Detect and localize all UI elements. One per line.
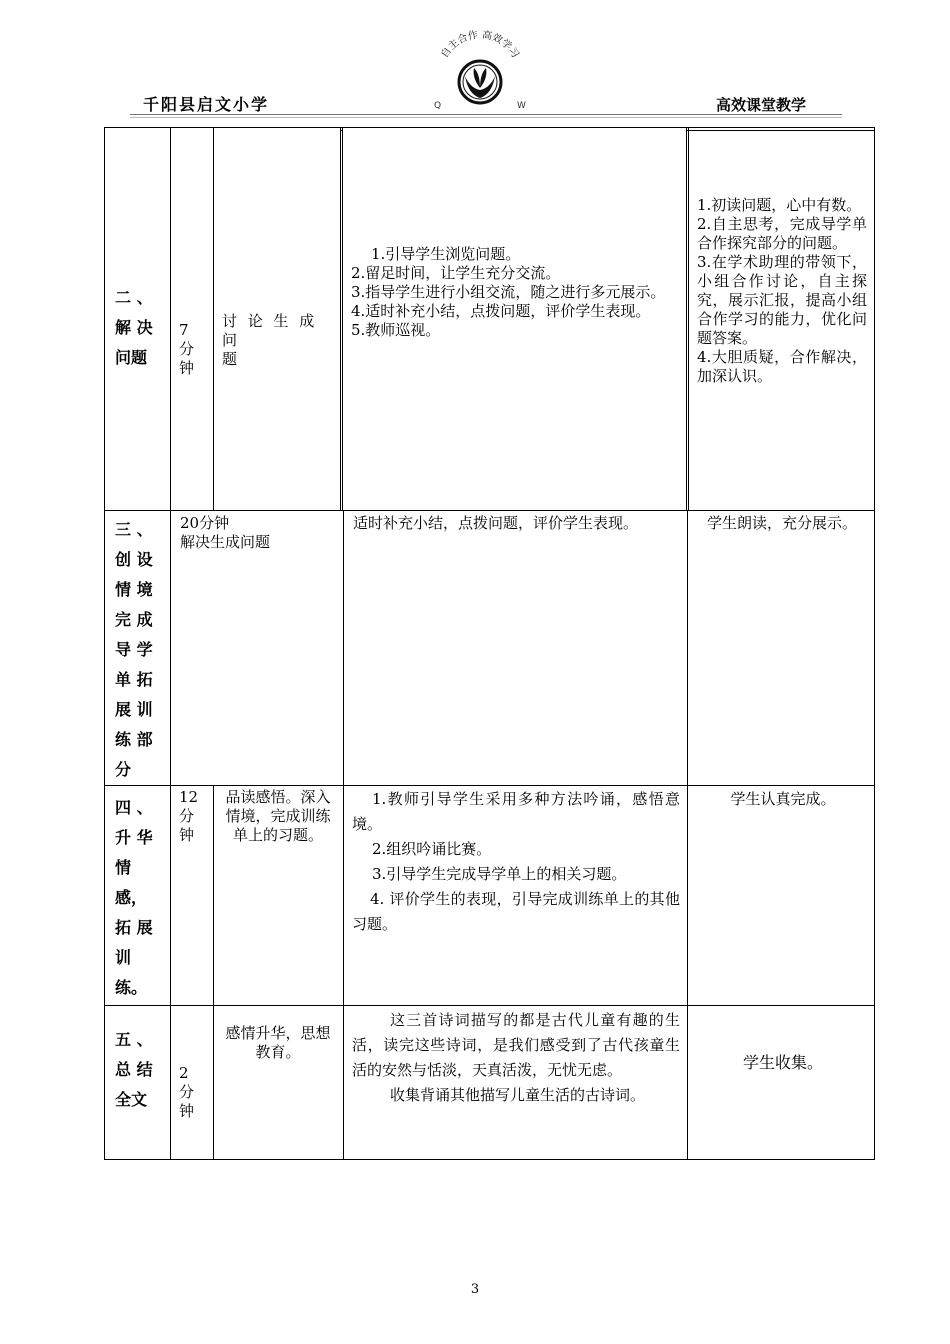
stage-line: 训 — [115, 948, 132, 967]
stage-label-sublimate-emotion — [115, 793, 161, 1003]
time-cell: 2 分 钟 — [179, 1064, 195, 1120]
stage-line: 完 成 — [115, 610, 153, 629]
stage-line: 三 、 — [115, 520, 153, 539]
logo-letter-q: Q — [434, 101, 442, 111]
teacher-activity-cell — [352, 1008, 680, 1108]
stage-line: 拓 展 — [115, 918, 153, 937]
teacher-item: 4. 评价学生的表现，引导完成训练单上的其他习题。 — [352, 890, 680, 933]
teacher-activity-cell: 1.引导学生浏览问题。 2.留足时间，让学生充分交流。 3.指导学生进行小组交流，随之进行多元展示。 4.适时补充小结，点拨问题，评价学生表现。 5.教师巡视。 — [351, 245, 666, 339]
school-logo-icon — [410, 18, 550, 118]
stage-line: 四 、 — [115, 798, 153, 817]
student-activity-cell: 学生朗读，充分展示。 — [707, 514, 858, 532]
teacher-paragraph: 收集背诵其他描写儿童生活的古诗词。 — [390, 1086, 646, 1104]
stage-line: 导 学 — [115, 640, 153, 659]
teacher-item: 1.教师引导学生采用多种方法吟诵，感悟意境。 — [352, 790, 680, 833]
time-cell: 12 分 钟 — [179, 788, 199, 844]
time-content-cell: 20分钟 解决生成问题 — [180, 514, 271, 551]
stage-line: 五 、 — [115, 1030, 153, 1049]
logo-arc-text: 自主合作 高效学习 — [439, 29, 521, 61]
stage-line: 问题 — [115, 348, 148, 367]
stage-line: 感， — [115, 888, 148, 907]
teacher-item: 2.组织吟诵比赛。 — [372, 840, 492, 858]
student-activity-cell: 1.初读问题，心中有数。 2.自主思考，完成导学单合作探究部分的问题。 3.在学术助理的带领下，小组合作讨论，自主探究，展示汇报，提高小组合作学习的能力，优化问题答案。 4.大胆质疑，合作解决，加深认识。 — [697, 196, 867, 385]
stage-line: 练 部 — [115, 730, 153, 749]
stage-label-solve-problems — [115, 283, 161, 373]
stage-line: 情 — [115, 858, 132, 877]
content-cell: 讨 论 生 成 问 题 — [222, 312, 318, 368]
stage-label-summarize — [115, 1025, 161, 1115]
stage-line: 解 决 — [115, 318, 153, 337]
stage-line: 全文 — [115, 1090, 148, 1109]
content-cell: 感情升华，思想教育。 — [225, 1024, 331, 1061]
stage-line: 分 — [115, 760, 132, 779]
time-cell: 7 分 钟 — [179, 321, 195, 377]
content-cell: 品读感悟。深入情境，完成训练单上的习题。 — [225, 788, 331, 844]
teacher-item: 3.引导学生完成导学单上的相关习题。 — [372, 865, 627, 883]
header-title: 高效课堂教学 — [716, 96, 807, 114]
svg-text:自主合作 高效学习 — [438, 28, 522, 60]
teacher-activity-cell: 适时补充小结，点拨问题，评价学生表现。 — [353, 514, 639, 532]
page-number: 3 — [470, 1282, 480, 1297]
stage-line: 练。 — [115, 978, 148, 997]
stage-line: 创 设 — [115, 550, 153, 569]
stage-line: 展 训 — [115, 700, 153, 719]
stage-line: 单 拓 — [115, 670, 153, 689]
stage-line: 总 结 — [115, 1060, 153, 1079]
logo-letter-w: W — [517, 101, 526, 111]
teacher-paragraph: 这三首诗词描写的都是古代儿童有趣的生活，读完这些诗词，是我们感受到了古代孩童生活的安然与恬淡，天真活泼，无忧无虑。 — [352, 1011, 680, 1079]
stage-line: 二 、 — [115, 288, 153, 307]
stage-label-create-situation — [115, 515, 161, 785]
student-activity-cell: 学生收集。 — [742, 1053, 823, 1072]
stage-line: 升 华 — [115, 828, 153, 847]
teacher-activity-cell — [352, 787, 680, 937]
school-name: 千阳县启文小学 — [143, 95, 270, 114]
stage-line: 情 境 — [115, 580, 153, 599]
student-activity-cell: 学生认真完成。 — [730, 790, 836, 808]
